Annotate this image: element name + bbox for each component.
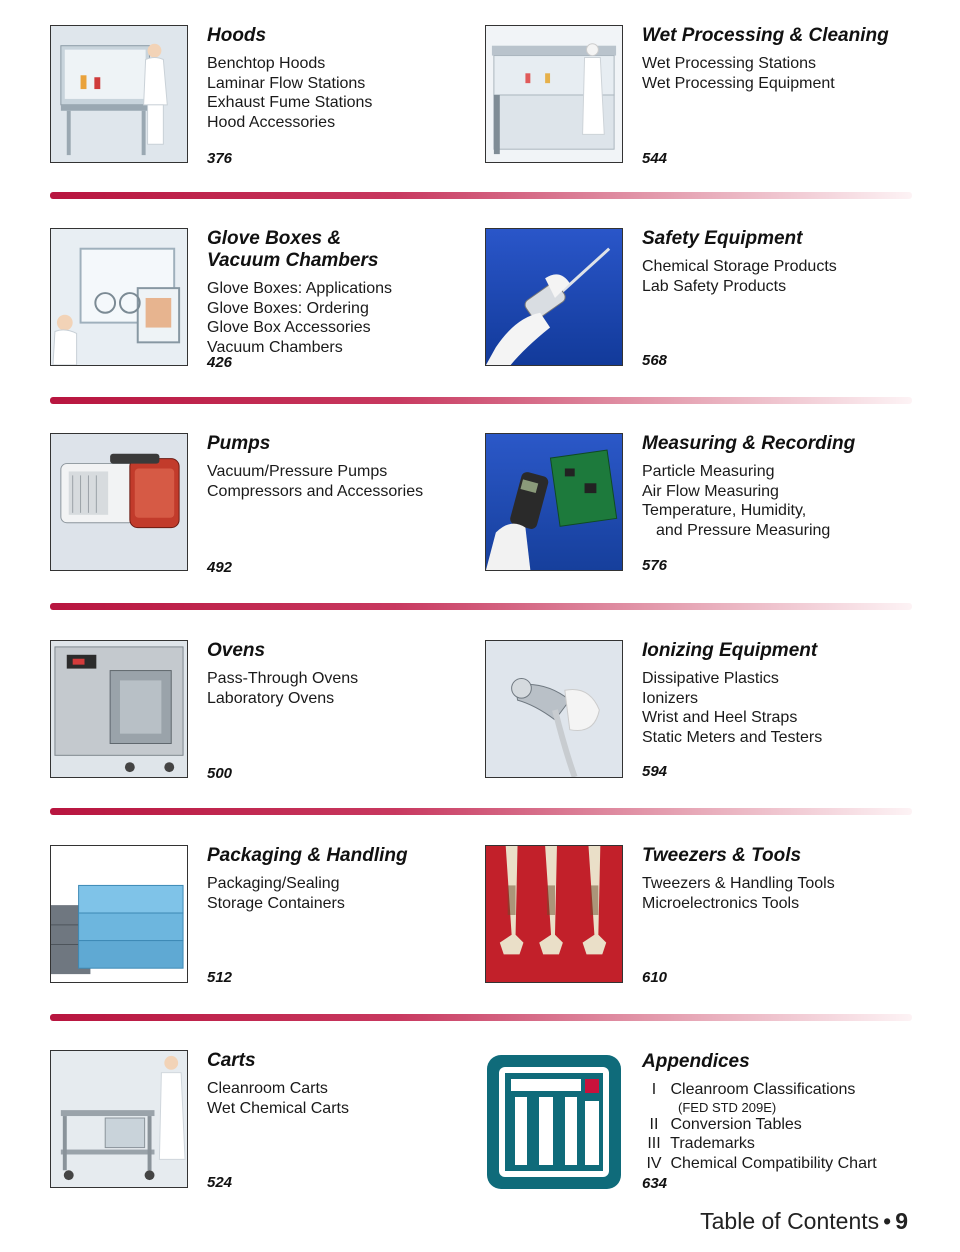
- section-title: Pumps: [207, 433, 271, 454]
- list-item: Air Flow Measuring: [642, 482, 779, 500]
- appendix-items: [642, 1080, 927, 1173]
- meter-photo: [485, 433, 623, 571]
- page-footer: [700, 1208, 908, 1235]
- safety-photo: [485, 228, 623, 366]
- section-pumps: [50, 433, 490, 583]
- list-item: Temperature, Humidity,: [642, 502, 807, 519]
- section-title: Tweezers & Tools: [642, 845, 802, 866]
- list-item: and Pressure Measuring: [656, 521, 831, 539]
- footer-label: Table of Contents: [700, 1208, 880, 1234]
- list-item: Laboratory Ovens: [207, 689, 335, 707]
- pump-photo: [50, 433, 188, 571]
- section-items: [642, 257, 927, 296]
- section-title: Safety Equipment: [642, 228, 803, 249]
- list-item: Laminar Flow Stations: [207, 74, 366, 92]
- section-glove-boxes: [50, 228, 490, 378]
- list-item: Static Meters and Testers: [642, 728, 823, 746]
- page-number: 568: [642, 352, 668, 369]
- list-item: I Cleanroom Classifications: [651, 1081, 856, 1098]
- page-number: 376: [207, 150, 233, 167]
- oven-photo: [50, 640, 188, 778]
- list-item: Particle Measuring: [642, 463, 775, 480]
- tweezers-photo: [485, 845, 623, 983]
- list-item: Glove Boxes: Applications: [207, 280, 392, 297]
- section-divider: [50, 397, 912, 404]
- section-items: [207, 874, 492, 913]
- section-safety-equipment: [485, 228, 925, 378]
- list-item: Vacuum Chambers: [207, 338, 343, 356]
- list-item: Storage Containers: [207, 894, 345, 912]
- section-packaging-handling: [50, 845, 490, 995]
- list-item: IV Chemical Compatibility Chart: [646, 1154, 877, 1172]
- section-items: [642, 462, 927, 540]
- section-title: Ionizing Equipment: [642, 640, 818, 661]
- section-items: [207, 669, 492, 708]
- ionizer-photo: [485, 640, 623, 778]
- section-hoods: [50, 25, 490, 175]
- section-divider: [50, 603, 912, 610]
- section-items: [642, 874, 927, 913]
- list-item: Wrist and Heel Straps: [642, 709, 798, 726]
- list-item: (FED STD 209E): [678, 1099, 777, 1115]
- list-item: Dissipative Plastics: [642, 670, 779, 687]
- section-title: Ovens: [207, 640, 266, 661]
- hood-photo: [50, 25, 188, 163]
- section-items: [207, 54, 492, 132]
- section-divider: [50, 1014, 912, 1021]
- list-item: Packaging/Sealing: [207, 875, 340, 892]
- page-number: 544: [642, 150, 668, 167]
- section-items: [207, 1079, 492, 1118]
- section-items: [642, 54, 927, 93]
- list-item: Chemical Storage Products: [642, 258, 837, 275]
- list-item: Tweezers & Handling Tools: [642, 875, 835, 892]
- section-title: Hoods: [207, 25, 267, 46]
- page-number: 594: [642, 763, 668, 780]
- section-divider: [50, 808, 912, 815]
- section-title: Glove Boxes & Vacuum Chambers: [207, 228, 379, 271]
- list-item: Glove Box Accessories: [207, 319, 371, 336]
- list-item: Compressors and Accessories: [207, 482, 424, 500]
- page-number: 610: [642, 969, 668, 986]
- section-measuring-recording: [485, 433, 925, 583]
- list-item: Hood Accessories: [207, 113, 336, 131]
- wet-station-photo: [485, 25, 623, 163]
- list-item: Wet Processing Stations: [642, 55, 817, 72]
- section-ovens: [50, 640, 490, 790]
- list-item: Vacuum/Pressure Pumps: [207, 463, 388, 480]
- section-title: Packaging & Handling: [207, 845, 408, 866]
- section-wet-processing: [485, 25, 925, 175]
- list-item: Benchtop Hoods: [207, 55, 326, 72]
- list-item: Lab Safety Products: [642, 277, 787, 295]
- section-title: Wet Processing & Cleaning: [642, 25, 889, 46]
- list-item: Exhaust Fume Stations: [207, 94, 373, 111]
- section-tweezers-tools: [485, 845, 925, 995]
- containers-photo: [50, 845, 188, 983]
- section-title: Appendices: [642, 1051, 750, 1072]
- cart-photo: [50, 1050, 188, 1188]
- page-number: 500: [207, 765, 233, 782]
- page-number: 524: [207, 1174, 233, 1191]
- list-item: III Trademarks: [647, 1135, 755, 1152]
- page-number: 512: [207, 969, 233, 986]
- list-item: Cleanroom Carts: [207, 1080, 328, 1097]
- page-number: 426: [207, 354, 233, 371]
- list-item: Ionizers: [642, 689, 699, 707]
- glove-box-photo: [50, 228, 188, 366]
- section-title: Measuring & Recording: [642, 433, 856, 454]
- footer-bullet: •: [883, 1208, 892, 1234]
- section-items: [207, 462, 492, 501]
- ti-logo: [485, 1053, 623, 1191]
- list-item: Wet Processing Equipment: [642, 74, 835, 92]
- list-item: Pass-Through Ovens: [207, 670, 359, 687]
- page-number: 492: [207, 559, 233, 576]
- section-items: [207, 279, 492, 357]
- section-appendices: [485, 1051, 925, 1201]
- section-divider: [50, 192, 912, 199]
- list-item: Microelectronics Tools: [642, 894, 800, 912]
- page-number: 576: [642, 557, 668, 574]
- section-ionizing-equipment: [485, 640, 925, 790]
- section-items: [642, 669, 927, 747]
- page-number: 634: [642, 1175, 668, 1192]
- section-carts: [50, 1050, 490, 1200]
- list-item: Wet Chemical Carts: [207, 1099, 349, 1117]
- footer-page-number: 9: [895, 1208, 908, 1234]
- section-title: Carts: [207, 1050, 256, 1071]
- list-item: II Conversion Tables: [649, 1115, 802, 1133]
- list-item: Glove Boxes: Ordering: [207, 299, 369, 317]
